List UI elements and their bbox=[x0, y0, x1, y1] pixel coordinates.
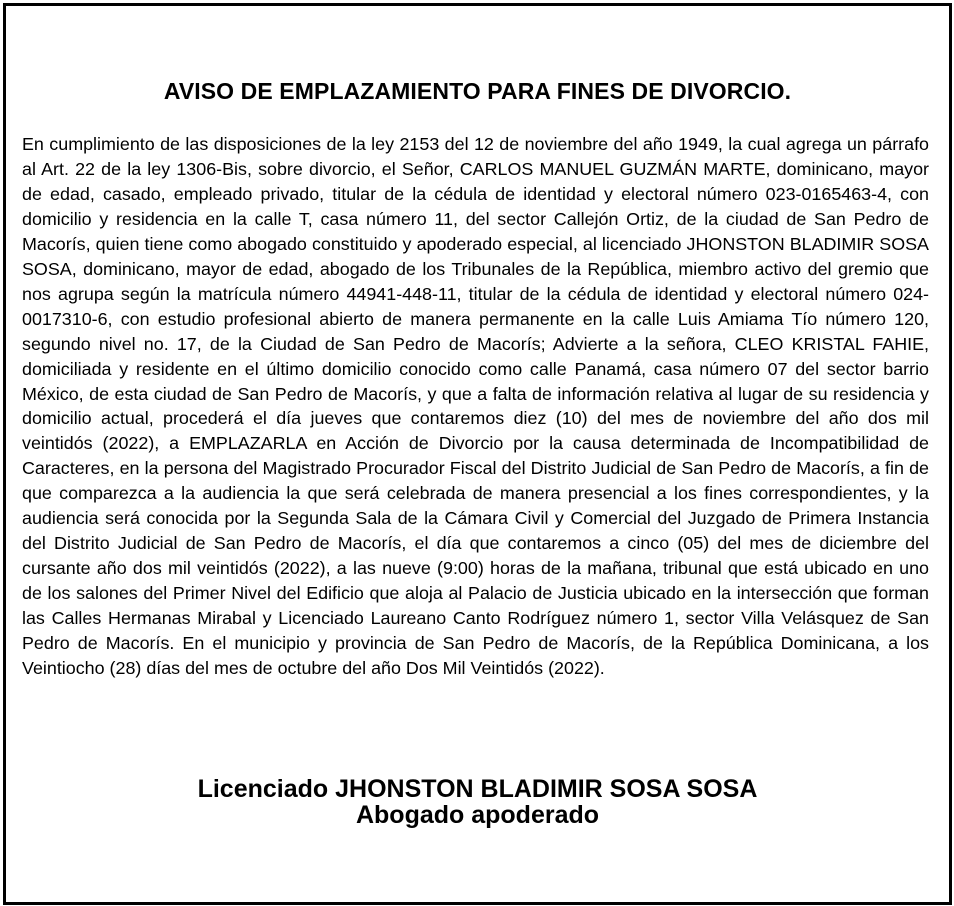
signature-block bbox=[6, 776, 949, 828]
notice-body: En cumplimiento de las disposiciones de la ley 2153 del 12 de noviembre del año 1949, la cual agrega un párrafo al Art. 22 de la ley 1306-Bis, sobre divorcio, el Señor, CARLOS MANUEL GUZMÁN MARTE, dominicano, mayor de edad, casado, empleado privado, titular de la cédula de identidad y electoral número 023-0165463-4, con domicilio y residencia en la calle T, casa número 11, del sector Callejón Ortiz, de la ciudad de San Pedro de Macorís, quien tiene como abogado constituido y apoderado especial, al licenciado JHONSTON BLADIMIR SOSA SOSA, dominicano, mayor de edad, abogado de los Tribunales de la República, miembro activo del gremio que nos agrupa según la matrícula número 44941-448-11, titular de la cédula de identidad y electoral número 024-0017310-6, con estudio profesional abierto de manera permanente en la calle Luis Amiama Tío número 120, segundo nivel no. 17, de la Ciudad de San Pedro de Macorís; Advierte a la señora, CLEO KRISTAL FAHIE, domiciliada y residente en el último domicilio conocido como calle Panamá, casa número 07 del sector barrio México, de esta ciudad de San Pedro de Macorís, y que a falta de información relativa al lugar de su residencia y domicilio actual, procederá el día jueves que contaremos diez (10) del mes de noviembre del año dos mil veintidós (2022), a EMPLAZARLA en Acción de Divorcio por la causa determinada de Incompatibilidad de Caracteres, en la persona del Magistrado Procurador Fiscal del Distrito Judicial de San Pedro de Macorís, a fin de que comparezca a la audiencia la que será celebrada de manera presencial a los fines correspondientes, y la audiencia será conocida por la Segunda Sala de la Cámara Civil y Comercial del Juzgado de Primera Instancia del Distrito Judicial de San Pedro de Macorís, el día que contaremos a cinco (05) del mes de diciembre del cursante año dos mil veintidós (2022), a las nueve (9:00) horas de la mañana, tribunal que está ubicado en uno de los salones del Primer Nivel del Edificio que aloja al Palacio de Justicia ubicado en la intersección que forman las Calles Hermanas Mirabal y Licenciado Laureano Canto Rodríguez número 1, sector Villa Velásquez de San Pedro de Macorís. En el municipio y provincia de San Pedro de Macorís, de la República Dominicana, a los Veintiocho (28) días del mes de octubre del año Dos Mil Veintidós (2022). bbox=[22, 134, 929, 679]
signature-role: Abogado apoderado bbox=[355, 801, 600, 829]
notice-frame bbox=[3, 3, 952, 905]
signature-name: Licenciado JHONSTON BLADIMIR SOSA SOSA bbox=[197, 775, 758, 803]
notice-title: AVISO DE EMPLAZAMIENTO PARA FINES DE DIVORCIO. bbox=[163, 78, 792, 104]
